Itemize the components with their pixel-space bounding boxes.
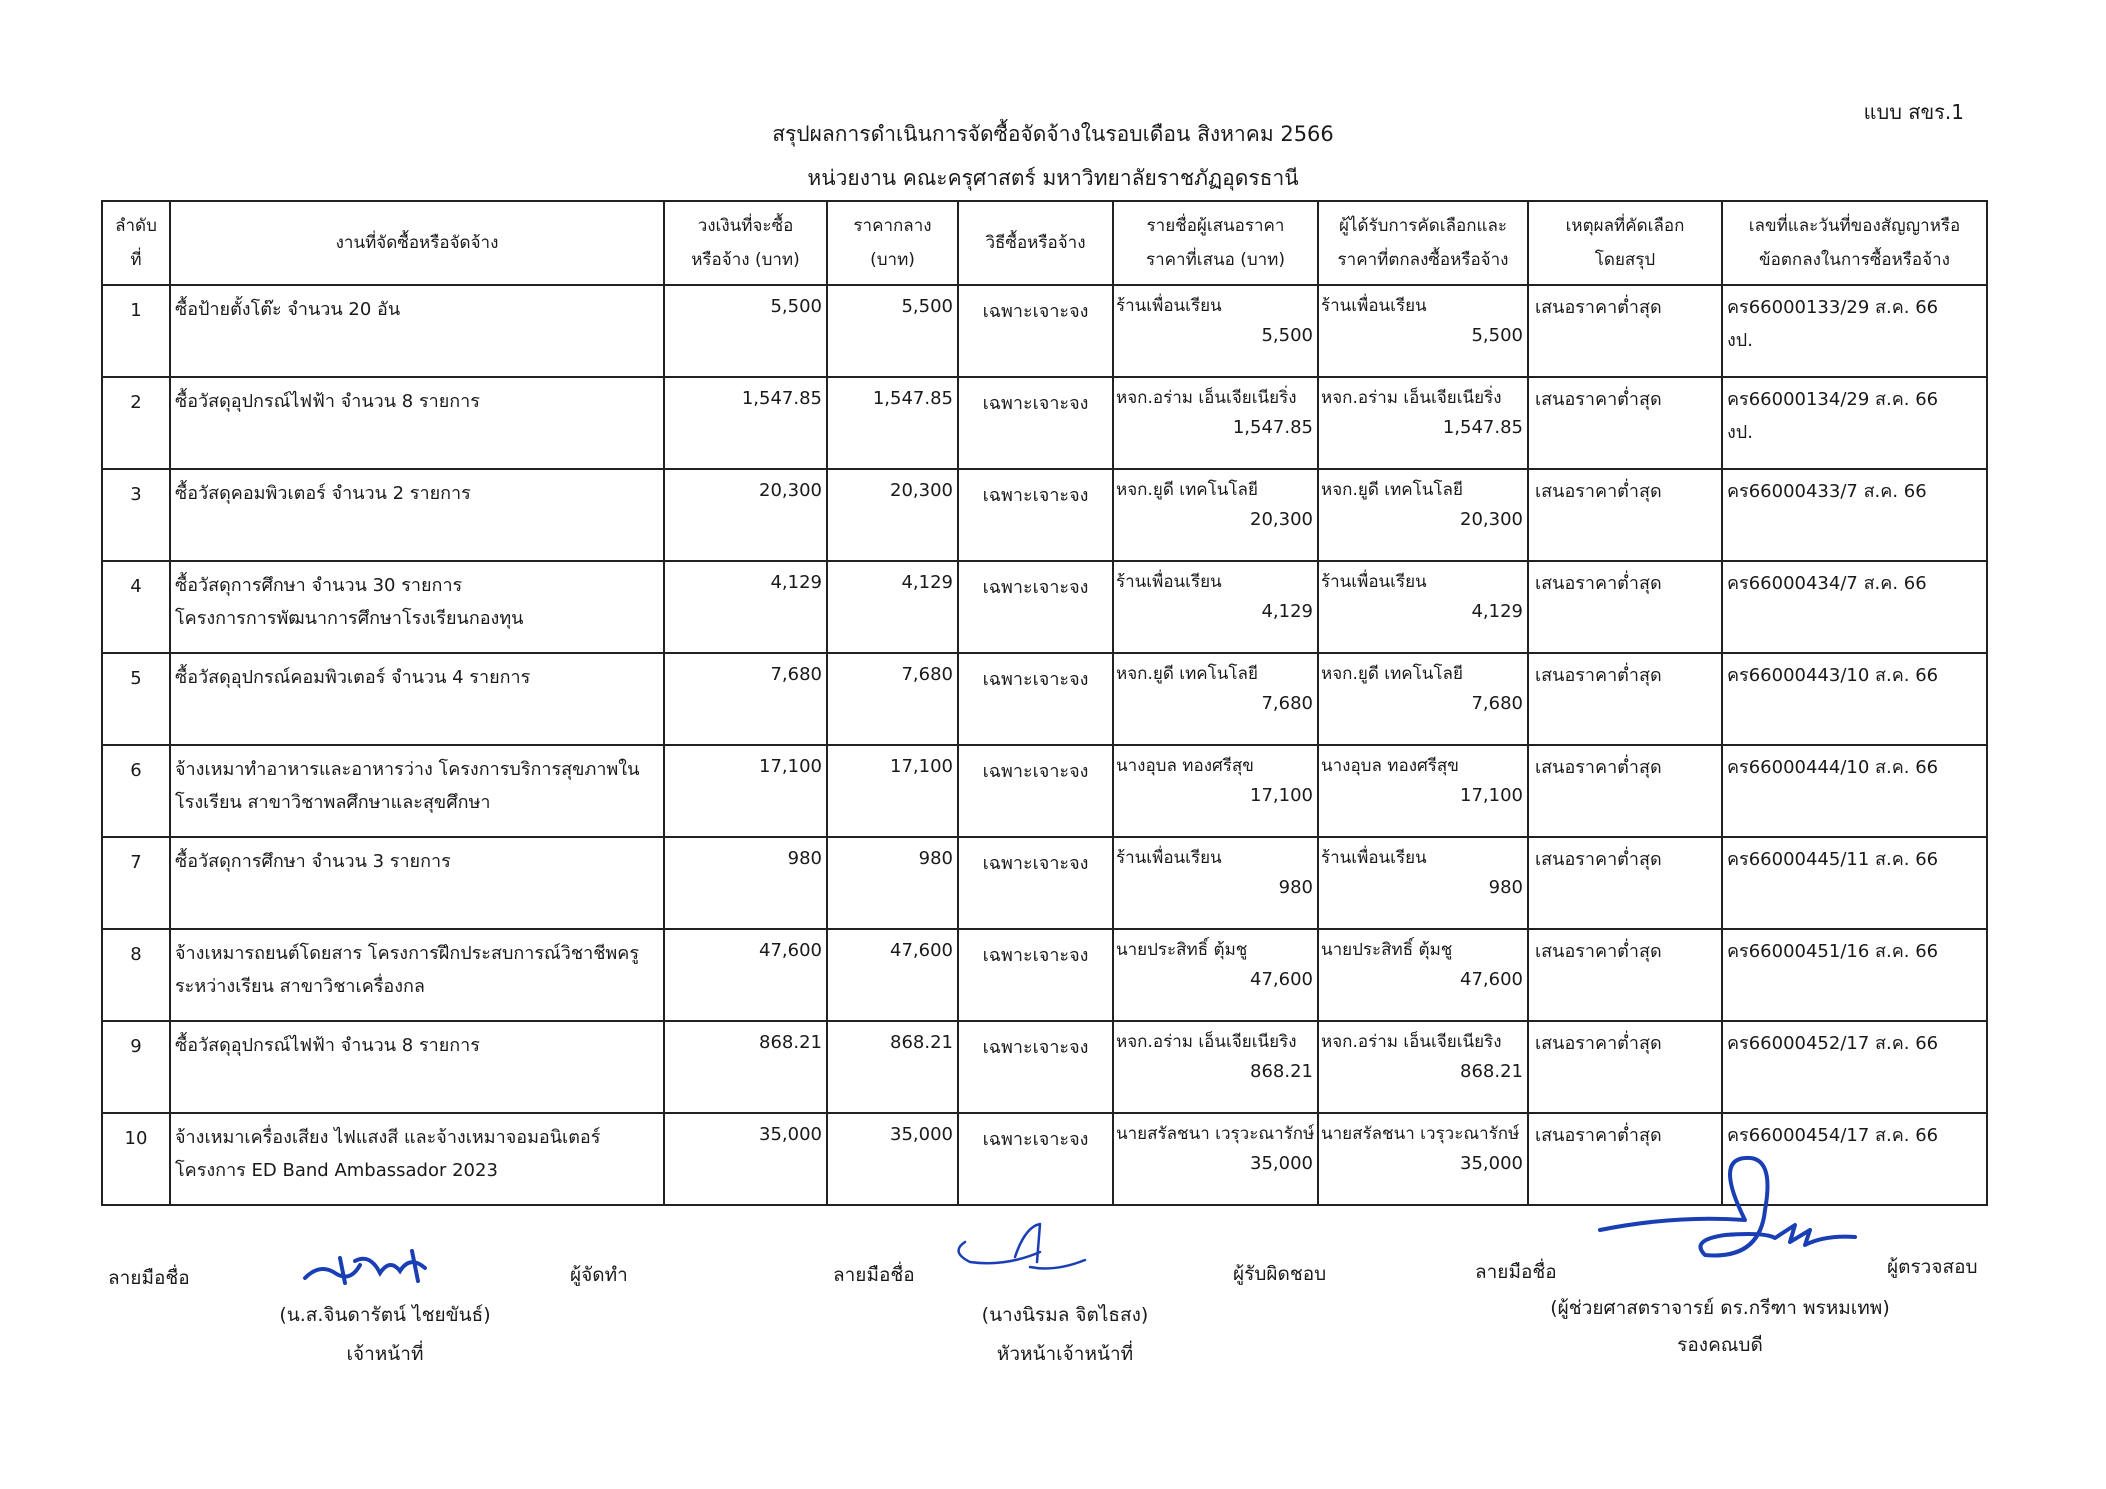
row-bidder: ร้านเพื่อนเรียน 980 [1113,837,1318,929]
row-bidder: หจก.ยูดี เทคโนโลยี 20,300 [1113,469,1318,561]
row-number: 3 [102,469,170,561]
row-winner: นายประสิทธิ์ ตุ้มชู 47,600 [1318,929,1528,1021]
row-median-price: 17,100 [827,745,958,837]
table-row [102,469,1987,561]
row-median-price: 5,500 [827,285,958,377]
row-method: เฉพาะเจาะจง [958,745,1113,837]
document-title: สรุปผลการดำเนินการจัดซื้อจัดจ้างในรอบเดือน สิงหาคม 2566 [772,122,1334,146]
row-budget: 47,600 [664,929,827,1021]
row-number: 8 [102,929,170,1021]
row-method: เฉพาะเจาะจง [958,1021,1113,1113]
row-method: เฉพาะเจาะจง [958,469,1113,561]
row-bidder: หจก.อร่าม เอ็นเจียเนียริ่ง 1,547.85 [1113,377,1318,469]
row-reason: เสนอราคาต่ำสุด [1528,469,1722,561]
row-bidder: หจก.ยูดี เทคโนโลยี 7,680 [1113,653,1318,745]
row-winner: นายสรัลชนา เวรุวะณารักษ์ 35,000 [1318,1113,1528,1205]
row-contract: คร66000452/17 ส.ค. 66 [1722,1021,1987,1113]
table-row [102,285,1987,377]
row-reason: เสนอราคาต่ำสุด [1528,745,1722,837]
row-contract: คร66000454/17 ส.ค. 66 [1722,1113,1987,1205]
row-number: 10 [102,1113,170,1205]
row-budget: 17,100 [664,745,827,837]
row-bidder: ร้านเพื่อนเรียน 4,129 [1113,561,1318,653]
row-median-price: 868.21 [827,1021,958,1113]
row-winner: หจก.ยูดี เทคโนโลยี 7,680 [1318,653,1528,745]
row-reason: เสนอราคาต่ำสุด [1528,377,1722,469]
signer-name-2: (นางนิรมล จิตไธสง) [981,1304,1149,1326]
signature-label-1: ลายมือชื่อ [108,1267,190,1289]
row-bidder: หจก.อร่าม เอ็นเจียเนียริง 868.21 [1113,1021,1318,1113]
signature-3-image [1595,1150,1895,1270]
row-winner: ร้านเพื่อนเรียน 4,129 [1318,561,1528,653]
col-item: งานที่จัดซื้อหรือจัดจ้าง [170,201,664,285]
row-reason: เสนอราคาต่ำสุด [1528,929,1722,1021]
row-bidder: ร้านเพื่อนเรียน 5,500 [1113,285,1318,377]
row-item: ซื้อวัสดุการศึกษา จำนวน 30 รายการ โครงการการพัฒนาการศึกษาโรงเรียนกองทุน [170,561,664,653]
row-number: 5 [102,653,170,745]
signer-position-3: รองคณบดี [1677,1334,1763,1356]
row-method: เฉพาะเจาะจง [958,929,1113,1021]
col-method: วิธีซื้อหรือจ้าง [958,201,1113,285]
signer-role-1: ผู้จัดทำ [570,1264,628,1286]
row-number: 6 [102,745,170,837]
row-method: เฉพาะเจาะจง [958,1113,1113,1205]
signature-2-image [945,1222,1095,1282]
signer-position-1: เจ้าหน้าที่ [346,1343,424,1365]
row-item: ซื้อวัสดุอุปกรณ์คอมพิวเตอร์ จำนวน 4 รายการ [170,653,664,745]
row-contract: คร66000433/7 ส.ค. 66 [1722,469,1987,561]
row-item: จ้างเหมารถยนต์โดยสาร โครงการฝึกประสบการณ์วิชาชีพครู ระหว่างเรียน สาขาวิชาเครื่องกล [170,929,664,1021]
table-row [102,653,1987,745]
row-winner: ร้านเพื่อนเรียน 5,500 [1318,285,1528,377]
table-row [102,929,1987,1021]
row-item: จ้างเหมาเครื่องเสียง ไฟแสงสี และจ้างเหมาจอมอนิเตอร์ โครงการ ED Band Ambassador 2023 [170,1113,664,1205]
row-reason: เสนอราคาต่ำสุด [1528,285,1722,377]
row-median-price: 7,680 [827,653,958,745]
row-method: เฉพาะเจาะจง [958,561,1113,653]
signer-name-1: (น.ส.จินดารัตน์ ไชยขันธ์) [279,1304,491,1326]
signature-label-2: ลายมือชื่อ [833,1264,915,1286]
signature-label-3: ลายมือชื่อ [1475,1261,1557,1283]
row-method: เฉพาะเจาะจง [958,653,1113,745]
row-reason: เสนอราคาต่ำสุด [1528,653,1722,745]
row-winner: ร้านเพื่อนเรียน 980 [1318,837,1528,929]
row-budget: 20,300 [664,469,827,561]
row-number: 7 [102,837,170,929]
row-contract: คร66000133/29 ส.ค. 66 งป. [1722,285,1987,377]
row-budget: 7,680 [664,653,827,745]
row-number: 1 [102,285,170,377]
row-winner: นางอุบล ทองศรีสุข 17,100 [1318,745,1528,837]
table-row [102,1021,1987,1113]
row-bidder: นายประสิทธิ์ ตุ้มชู 47,600 [1113,929,1318,1021]
form-code: แบบ สขร.1 [1863,100,1964,124]
row-budget: 5,500 [664,285,827,377]
row-median-price: 20,300 [827,469,958,561]
row-contract: คร66000444/10 ส.ค. 66 [1722,745,1987,837]
row-method: เฉพาะเจาะจง [958,377,1113,469]
table-header-row [102,201,1987,285]
col-budget: วงเงินที่จะซื้อ หรือจ้าง (บาท) [664,201,827,285]
row-number: 9 [102,1021,170,1113]
row-contract: คร66000134/29 ส.ค. 66 งป. [1722,377,1987,469]
row-reason: เสนอราคาต่ำสุด [1528,837,1722,929]
signature-1-image [300,1243,450,1293]
table-row [102,561,1987,653]
row-contract: คร66000451/16 ส.ค. 66 [1722,929,1987,1021]
row-item: ซื้อวัสดุอุปกรณ์ไฟฟ้า จำนวน 8 รายการ [170,377,664,469]
row-median-price: 4,129 [827,561,958,653]
row-number: 2 [102,377,170,469]
signer-position-2: หัวหน้าเจ้าหน้าที่ [996,1343,1134,1365]
signer-name-3: (ผู้ช่วยศาสตราจารย์ ดร.กรีฑา พรหมเทพ) [1550,1297,1890,1319]
row-median-price: 980 [827,837,958,929]
col-winner: ผู้ได้รับการคัดเลือกและ ราคาที่ตกลงซื้อหรือจ้าง [1318,201,1528,285]
row-reason: เสนอราคาต่ำสุด [1528,1021,1722,1113]
signer-role-2: ผู้รับผิดชอบ [1233,1263,1327,1285]
row-reason: เสนอราคาต่ำสุด [1528,561,1722,653]
table-row [102,377,1987,469]
row-item: ซื้อป้ายตั้งโต๊ะ จำนวน 20 อัน [170,285,664,377]
row-winner: หจก.อร่าม เอ็นเจียเนียริ่ง 1,547.85 [1318,377,1528,469]
row-method: เฉพาะเจาะจง [958,837,1113,929]
procurement-table [101,200,1988,1206]
row-budget: 1,547.85 [664,377,827,469]
row-item: ซื้อวัสดุอุปกรณ์ไฟฟ้า จำนวน 8 รายการ [170,1021,664,1113]
row-item: จ้างเหมาทำอาหารและอาหารว่าง โครงการบริการสุขภาพใน โรงเรียน สาขาวิชาพลศึกษาและสุขศึกษา [170,745,664,837]
row-number: 4 [102,561,170,653]
row-median-price: 47,600 [827,929,958,1021]
col-reason: เหตุผลที่คัดเลือก โดยสรุป [1528,201,1722,285]
row-item: ซื้อวัสดุการศึกษา จำนวน 3 รายการ [170,837,664,929]
row-reason: เสนอราคาต่ำสุด [1528,1113,1722,1205]
document-subtitle: หน่วยงาน คณะครุศาสตร์ มหาวิทยาลัยราชภัฏอุดรธานี [807,166,1299,190]
row-contract: คร66000443/10 ส.ค. 66 [1722,653,1987,745]
row-budget: 868.21 [664,1021,827,1113]
row-winner: หจก.อร่าม เอ็นเจียเนียริง 868.21 [1318,1021,1528,1113]
signer-role-3: ผู้ตรวจสอบ [1887,1256,1978,1278]
table-row [102,745,1987,837]
row-contract: คร66000445/11 ส.ค. 66 [1722,837,1987,929]
col-bidders: รายชื่อผู้เสนอราคา ราคาที่เสนอ (บาท) [1113,201,1318,285]
row-winner: หจก.ยูดี เทคโนโลยี 20,300 [1318,469,1528,561]
row-budget: 35,000 [664,1113,827,1205]
col-no: ลำดับ ที่ [102,201,170,285]
row-median-price: 35,000 [827,1113,958,1205]
row-item: ซื้อวัสดุคอมพิวเตอร์ จำนวน 2 รายการ [170,469,664,561]
table-row [102,837,1987,929]
row-median-price: 1,547.85 [827,377,958,469]
row-method: เฉพาะเจาะจง [958,285,1113,377]
row-bidder: นางอุบล ทองศรีสุข 17,100 [1113,745,1318,837]
row-budget: 4,129 [664,561,827,653]
col-median: ราคากลาง (บาท) [827,201,958,285]
row-contract: คร66000434/7 ส.ค. 66 [1722,561,1987,653]
col-contract: เลขที่และวันที่ของสัญญาหรือ ข้อตกลงในการซื้อหรือจ้าง [1722,201,1987,285]
row-bidder: นายสรัลชนา เวรุวะณารักษ์ 35,000 [1113,1113,1318,1205]
row-budget: 980 [664,837,827,929]
